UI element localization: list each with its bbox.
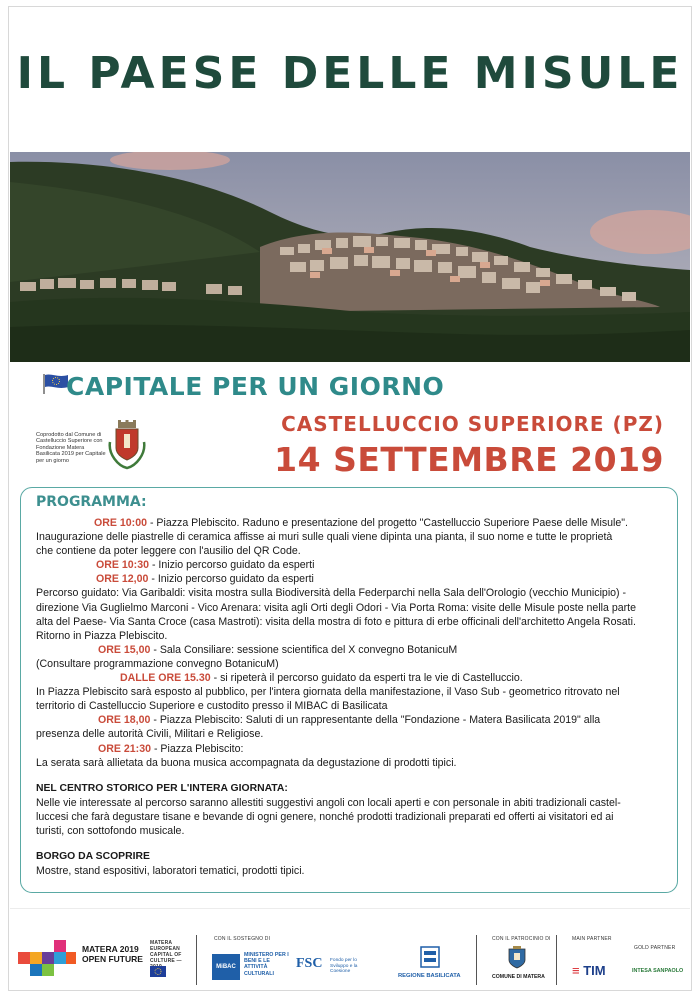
matera-2019-line2: OPEN FUTURE — [82, 954, 143, 964]
support-label: CON IL SOSTEGNO DI — [214, 936, 271, 942]
poster-title: IL PAESE DELLE MISULE — [16, 48, 684, 99]
fsc-sub-label: Fondo per lo Sviluppo e la Coesione — [330, 958, 358, 975]
program-line: direzione Via Guglielmo Marconi - Vico Arenara: visita agli Orti degli Odori - Via Porta Roma: visite delle Misule poste nella parte — [36, 601, 637, 614]
village-photo — [10, 152, 690, 362]
comune-label: COMUNE DI MATERA — [492, 974, 545, 980]
capitale-subtitle: CAPITALE PER UN GIORNO — [66, 372, 445, 401]
program-line: luccesi che farà degustare tisane e bevande di ogni genere, nonché prodotti tradizionali preparati ed offerti ai visitatori ed ai — [36, 810, 614, 823]
program-time: ORE 10:30 — [96, 559, 149, 572]
program-time: ORE 21:30 — [98, 742, 151, 755]
tim-logo: ≡ TIM — [572, 963, 606, 978]
event-place: CASTELLUCCIO SUPERIORE (PZ) — [281, 412, 664, 436]
program-line-text: - Piazza Plebiscito: Saluti di un rappresentante della "Fondazione - Matera Basilicata 2019" alla — [150, 714, 601, 727]
coproduction-note: Coprodotto dal Comune di Castelluccio Superiore con Fondazione Matera Basilicata 2019 per Capitale per un giorno — [36, 432, 106, 464]
program-line: La serata sarà allietata da buona musica accompagnata da degustazione di prodotti tipici. — [36, 756, 457, 769]
program-line — [36, 713, 676, 727]
program-line: Inaugurazione delle piastrelle di ceramica affisse ai muri sulle quali viene dipinta una pianta, il suo nome e tutte le proprietà — [36, 531, 613, 544]
matera-2019-logo-icon — [18, 938, 78, 980]
program-time: ORE 15,00 — [98, 643, 151, 656]
program-line: In Piazza Plebiscito sarà esposto al pubblico, per l'intera giornata della manifestazione, il Vaso Sub - geometrico ritrovato nel — [36, 686, 620, 699]
program-line: che contiene da poter leggere con l'ausilio del QR Code. — [36, 545, 301, 558]
program-line: Ritorno in Piazza Plebiscito. — [36, 629, 168, 642]
program-line — [36, 558, 676, 572]
coat-of-arms-icon — [106, 420, 148, 472]
footer-divider — [556, 935, 557, 985]
program-line-text: - Piazza Plebiscito: — [151, 742, 244, 755]
program-line-text: - Sala Consiliare: sessione scientifica del X convegno BotanicuM — [150, 643, 458, 656]
eu-flag-small-icon — [150, 966, 166, 977]
event-date: 14 SETTEMBRE 2019 — [274, 440, 664, 479]
program-line: (Consultare programmazione convegno BotanicuM) — [36, 657, 279, 670]
program-time: DALLE ORE 15.30 — [120, 672, 211, 685]
program-time: ORE 10:00 — [94, 517, 147, 529]
program-line: turisti, con sottofondo musicale. — [36, 824, 185, 837]
patronage-label: CON IL PATROCINIO DI — [492, 936, 551, 942]
regione-basilicata-icon — [420, 946, 440, 968]
matera-2019-text — [82, 944, 143, 964]
program-line — [36, 643, 676, 657]
program-line: territorio di Castelluccio Superiore e custodito presso il MIBAC di Basilicata — [36, 700, 388, 713]
tim-label: TIM — [583, 963, 606, 978]
comune-matera-crest-icon — [506, 946, 528, 970]
section-title-centro-storico: NEL CENTRO STORICO PER L'INTERA GIORNATA: — [36, 782, 288, 794]
gold-partner-label: GOLD PARTNER — [634, 945, 676, 951]
program-line: alta del Paese- Via Santa Croce (casa Mastroti): visita della mostra di foto e pittura di erbe officinali dell'architetto Angela Rosati. — [36, 615, 636, 628]
fsc-logo: FSC — [296, 956, 323, 971]
program-line-text: - Inizio percorso guidato da esperti — [149, 559, 315, 572]
mibac-badge: MiBAC — [216, 964, 236, 970]
program-time: ORE 18,00 — [98, 714, 151, 727]
program-line: Nelle vie interessate al percorso saranno allestiti suggestivi angoli con locali aperti e con personale in abiti tradizionali castel- — [36, 796, 621, 809]
intesa-label: INTESA SANPAOLO — [632, 968, 684, 974]
program-time: ORE 12,00 — [96, 573, 149, 586]
program-list — [36, 516, 676, 878]
program-line: presenza delle autorità Civili, Militari e Religiose. — [36, 728, 264, 741]
program-line — [36, 572, 676, 586]
program-line-text: - si ripeterà il percorso guidato da esperti tra le vie di Castelluccio. — [210, 672, 523, 685]
matera-2019-line1: MATERA 2019 — [82, 944, 139, 954]
program-line: Mostre, stand espositivi, laboratori tematici, prodotti tipici. — [36, 865, 305, 878]
program-line: Percorso guidato: Via Garibaldi: visita mostra sulla Biodiversità della Federparchi nella Sala dell'Orologio (vecchio Municipio) - — [36, 587, 627, 600]
ecoc-label: MATERA EUROPEAN CAPITAL OF CULTURE — — [150, 940, 182, 964]
footer-divider — [196, 935, 197, 985]
section-title-borgo: BORGO DA SCOPRIRE — [36, 851, 150, 863]
program-line — [36, 516, 676, 530]
mibac-logo-icon — [212, 954, 240, 980]
program-line — [36, 671, 676, 685]
footer-separator — [10, 908, 690, 909]
program-line-text: - Piazza Plebiscito. Raduno e presentazione del progetto "Castelluccio Superiore Paese delle Misule". — [147, 517, 628, 529]
mibac-label: MINISTERO PER I BENI E LE ATTIVITÀ CULTURALI — [244, 952, 289, 977]
main-partner-label: MAIN PARTNER — [572, 936, 612, 942]
regione-label: REGIONE BASILICATA — [398, 973, 461, 979]
program-line-text: - Inizio percorso guidato da esperti — [148, 573, 314, 586]
program-line — [36, 742, 676, 756]
program-heading: PROGRAMMA: — [36, 494, 147, 510]
footer-divider — [476, 935, 477, 985]
